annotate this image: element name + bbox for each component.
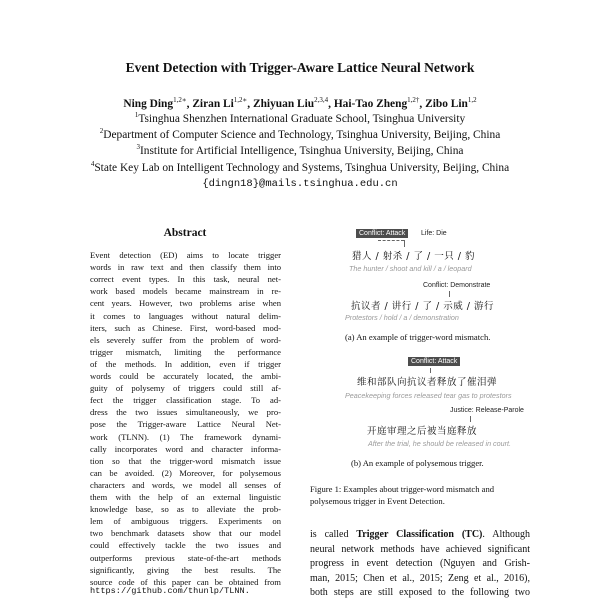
body-text-line: both steps are still exposed to the following two [310, 587, 530, 598]
annotation-tick [449, 291, 450, 297]
abstract-line: lem of ambiguous triggers. Experiments on [90, 516, 281, 527]
example-en-gloss-1: The hunter / shoot and kill / a / leopard [349, 264, 472, 273]
author-list: Ning Ding$^{1,2∗}$, Ziran $Li^{1,2∗}$, Zhiyuan Liu$^{2,3,4}$, Hai-Tao Zheng$^{1,2\dagger}$, Zibo Lin$^{1,2}$ [123, 96, 477, 110]
author-name: Hai-Tao Zheng [333, 97, 408, 110]
body-text-line: man, 2015; Chen et al., 2015; Zeng et al., 2016), [310, 572, 530, 584]
abstract-line: dress the two issues simultaneously, we pro- [90, 407, 281, 418]
example-en-gloss-4: After the trial, he should be released in court. [368, 439, 512, 448]
abstract-line: can be avoided. (2) Moreover, for polysemous [90, 467, 281, 478]
abstract-line: trigger mismatch, limiting the performance [90, 346, 281, 357]
abstract-line: source code of this paper can be obtained from [90, 576, 281, 587]
body-text-line: is called Trigger Classification (TC). Although [310, 529, 531, 540]
subfigure-a-caption: (a) An example of trigger-word mismatch. [345, 332, 491, 342]
abstract-line: outperforms previous state-of-the-art methods [90, 552, 281, 563]
example-zh-sentence-2: 抗议者 / 讲行 / 了 / 示威 / 游行 [351, 301, 494, 312]
subfigure-b-caption: (b) An example of polysemous trigger. [351, 458, 484, 468]
abstract-line: knowledge base, so as to alleviate the prob- [90, 504, 281, 515]
abstract-line: cent years. However, two problems arise when [90, 298, 281, 309]
abstract-line: significantly, giving the best results. The [90, 564, 281, 575]
abstract-line: iters, such as Chinese. First, word-based mod- [90, 322, 281, 333]
author-affiliation-mark: 1,2† [407, 96, 420, 104]
abstract-line: work based models became mainstream in re- [90, 286, 281, 297]
abstract-line: tion so that the trigger-word mismatch issue [90, 455, 281, 466]
annotation-tick [430, 368, 431, 373]
author-affiliation-mark: 1,2 [467, 96, 477, 104]
abstract-line: work (TLNN). (1) The framework dynami- [90, 431, 281, 442]
body-text-line: neural network methods have achieved significant [310, 543, 530, 555]
abstract-line: could effectively tackle the two issues and [90, 540, 281, 551]
abstract-line: it comes to languages without natural delim- [90, 310, 281, 321]
abstract-line: cally incorporates word and character informa- [90, 443, 281, 454]
example-zh-sentence-1: 猎人 / 射杀 / 了 / 一只 / 豹 [352, 251, 475, 262]
abstract-heading: Abstract [163, 227, 207, 239]
figure-caption-line: Figure 1: Examples about trigger-word mismatch and [310, 484, 495, 494]
event-tag-conflict-demonstrate: Conflict: Demonstrate [423, 282, 491, 289]
author-name: Zibo Lin [425, 97, 468, 110]
author-name: Ziran Li [192, 97, 234, 110]
author-name: Zhiyuan Liu [253, 97, 315, 110]
event-tag-life-die: Life: Die [421, 230, 447, 237]
abstract-line: els severely suffer from the problem of word- [90, 334, 281, 345]
source-code-url: https://github.com/thunlp/TLNN. [90, 586, 250, 596]
event-tag-justice-release-parole: Justice: Release-Parole [450, 407, 524, 414]
annotation-link [378, 240, 404, 241]
author-affiliation-mark: 1,2∗ [173, 96, 187, 104]
abstract-line: two benchmark datasets show that our model [90, 528, 281, 539]
abstract-line: them with the help of an external linguistic [90, 492, 281, 502]
abstract-line: words in raw text and then classify them into [90, 262, 281, 273]
body-text-line: progress in event detection (Nguyen and Grish- [310, 558, 530, 569]
paper-title: Event Detection with Trigger-Aware Lattice Neural Network [125, 60, 475, 75]
example-en-gloss-2: Protestors / hold / a / demonstration [345, 313, 459, 322]
event-tag-conflict-attack: Conflict: Attack [408, 357, 460, 366]
affiliation-line: $^1$Tsinghua Shenzhen International Graduate School, Tsinghua University [134, 111, 466, 125]
author-name: Ning Ding [123, 97, 174, 110]
example-en-gloss-3: Peacekeeping forces released tear gas to protestors [345, 391, 512, 400]
example-zh-sentence-3: 维和部队向抗议者释放了催泪弹 [357, 377, 498, 388]
abstract-line: pose the Trigger-aware Lattice Neural Net- [90, 419, 281, 430]
abstract-line: characters and words, we model all senses of [90, 479, 281, 490]
figure-caption-line: polysemous trigger in Event Detection. [310, 496, 445, 506]
abstract-line: fect the trigger classification stage. To ad- [90, 395, 281, 406]
author-affiliation-mark: 1,2∗ [233, 96, 248, 104]
abstract-line: correct event types. In this task, neural net- [90, 274, 281, 285]
author-email: {dingn18}@mails.tsinghua.edu.cn [202, 178, 398, 190]
abstract-line: of the methods. In addition, even if trigger [90, 358, 281, 369]
event-tag-conflict-attack: Conflict: Attack [356, 229, 408, 238]
annotation-tick [404, 240, 405, 247]
abstract-line: guity of polysemy of triggers could still af- [90, 383, 281, 394]
abstract-line: Event detection (ED) aims to locate trigger [90, 250, 281, 260]
abstract-line: words could be accurately located, the ambi- [90, 371, 281, 381]
affiliation-line: $^4$State Key Lab on Intelligent Technology and Systems, Tsinghua University, Beijing, China [90, 160, 510, 174]
affiliation-line: $^2$Department of Computer Science and Technology, Tsinghua University, Beijing, China [99, 127, 501, 141]
affiliation-line: $^3$Institute for Artificial Intelligence, Tsinghua University, Beijing, China [136, 143, 464, 157]
author-affiliation-mark: 2,3,4 [314, 96, 329, 104]
example-zh-sentence-4: 开庭审理之后被当庭释放 [367, 426, 478, 437]
annotation-tick [470, 416, 471, 422]
